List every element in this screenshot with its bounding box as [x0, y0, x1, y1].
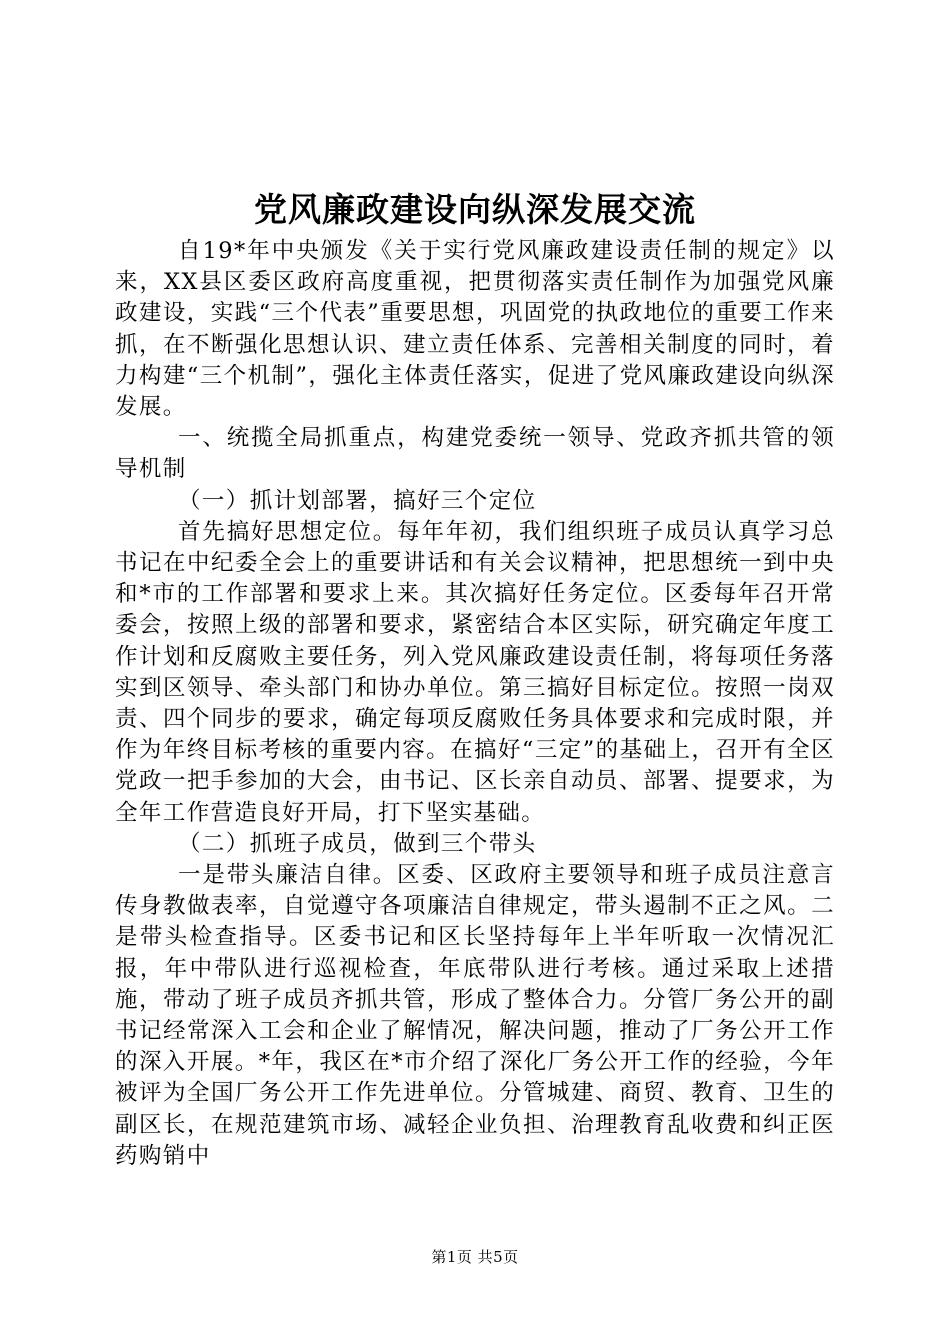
subsection-heading-1: （一）抓计划部署，搞好三个定位 — [178, 487, 537, 514]
body-paragraph-1: 首先搞好思想定位。每年年初，我们组织班子成员认真学习总书记在中纪委全会上的重要讲话和有关会议精神，把思想统一到中央和*市的工作部署和要求上来。其次搞好任务定位。区委每年召开常委会，按照上级的部署和要求，紧密结合本区实际，研究确定年度工作计划和反腐败主要任务，列入党风廉政建设责任制，将每项任务落实到区领导、牵头部门和协办单位。第三搞好目标定位。按照一岗双责、四个同步的要求，确定每项反腐败任务具体要求和完成时限，并作为年终目标考核的重要内容。在搞好“三定”的基础上，召开有全区党政一把手参加的大会，由书记、区长亲自动员、部署、提要求，为全年工作营造良好开局，打下坚实基础。 — [115, 518, 835, 826]
document-title: 党风廉政建设向纵深发展交流 — [254, 190, 696, 229]
document-body — [115, 236, 835, 1172]
section-heading-1: 一、统揽全局抓重点，构建党委统一领导、党政齐抓共管的领导机制 — [115, 425, 835, 483]
intro-paragraph: 自19*年中央颁发《关于实行党风廉政建设责任制的规定》以来，XX县区委区政府高度重视，把贯彻落实责任制作为加强党风廉政建设，实践“三个代表”重要思想，巩固党的执政地位的重要工作来抓，在不断强化思想认识、建立责任体系、完善相关制度的同时，着力构建“三个机制”，强化主体责任落实，促进了党风廉政建设向纵深发展。 — [115, 238, 835, 421]
subsection-heading-2: （二）抓班子成员，做到三个带头 — [178, 830, 537, 857]
page-number: 第1页 共5页 — [431, 1248, 519, 1266]
body-paragraph-2: 一是带头廉洁自律。区委、区政府主要领导和班子成员注意言传身教做表率，自觉遵守各项廉洁自律规定，带头遏制不正之风。二是带头检查指导。区委书记和区长坚持每年上半年听取一次情况汇报，年中带队进行巡视检查，年底带队进行考核。通过采取上述措施，带动了班子成员齐抓共管，形成了整体合力。分管厂务公开的副书记经常深入工会和企业了解情况，解决问题，推动了厂务公开工作的深入开展。*年，我区在*市介绍了深化厂务公开工作的经验，今年被评为全国厂务公开工作先进单位。分管城建、商贸、教育、卫生的副区长，在规范建筑市场、减轻企业负担、治理教育乱收费和纠正医药购销中 — [115, 862, 835, 1169]
